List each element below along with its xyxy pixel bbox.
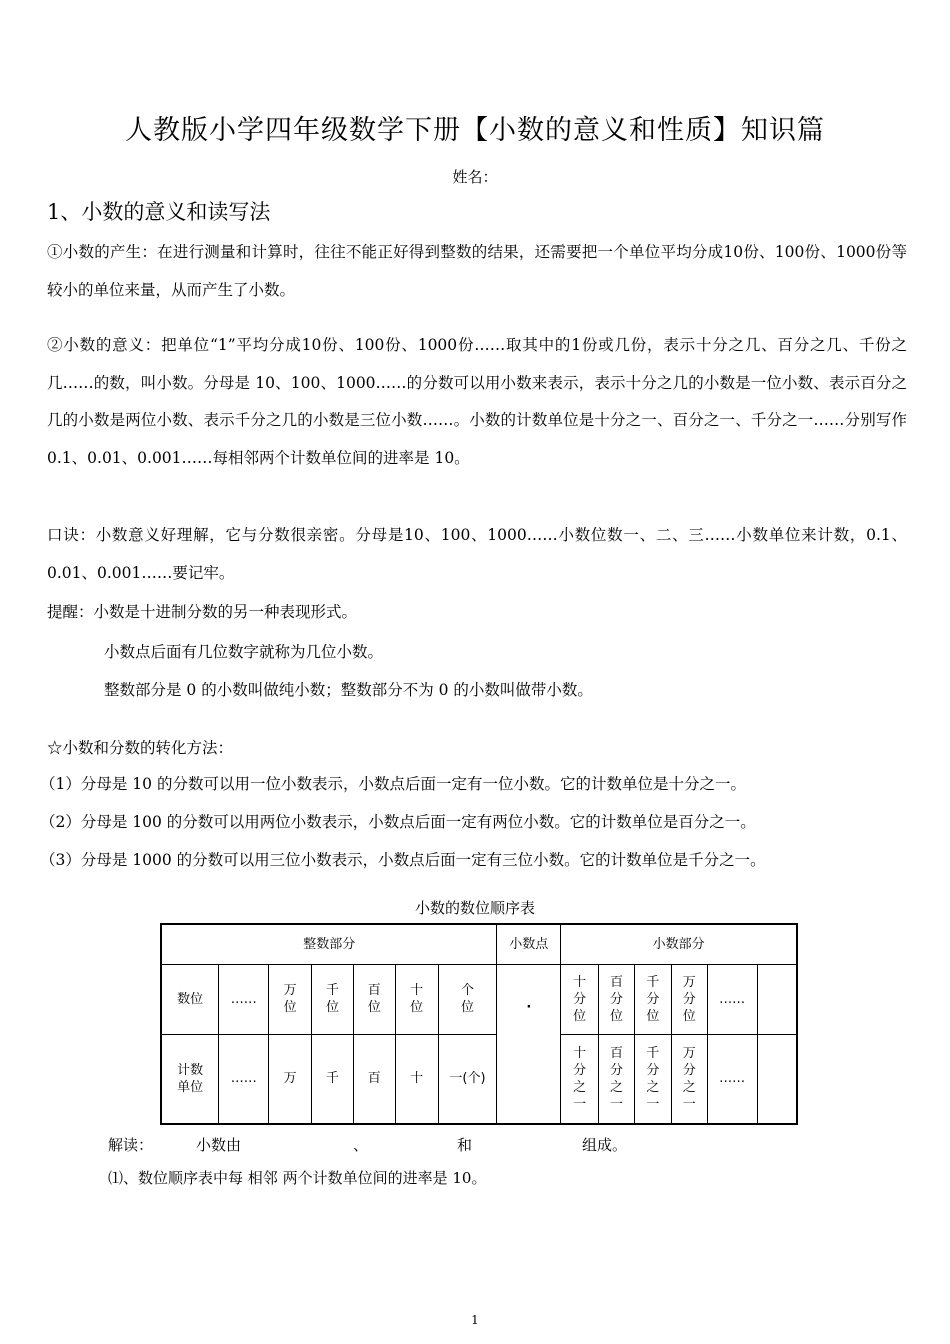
unit-qian: 千 — [312, 1034, 354, 1124]
explain-part-d: 组成。 — [582, 1136, 628, 1154]
section-heading: 1、小数的意义和读写法 — [47, 200, 271, 224]
pos-thousandths: 千 分 位 — [634, 964, 671, 1034]
header-integer-part: 整数部分 — [161, 924, 497, 964]
note-line-1: ⑴、数位顺序表中每 相邻 两个计数单位间的进率是 10。 — [108, 1169, 487, 1187]
place-value-table — [160, 923, 798, 1125]
convert-rule-1: （1）分母是 10 的分数可以用一位小数表示，小数点后面一定有一位小数。它的计数单位是十分之一。 — [40, 775, 746, 793]
explain-part-b: 、 — [353, 1136, 369, 1154]
empty-cell — [757, 1034, 797, 1124]
paragraph-origin: ①小数的产生：在进行测量和计算时，往往不能正好得到整数的结果，还需要把一个单位平均分成10份、100份、1000份等较小的单位来量，从而产生了小数。 — [47, 243, 907, 299]
explain-label: 解读： — [108, 1136, 154, 1154]
page-number: 1 — [471, 1313, 479, 1327]
empty-cell — [757, 964, 797, 1034]
pos-shi: 十 位 — [395, 964, 438, 1034]
unit-hundredths: 百 分 之 一 — [599, 1034, 635, 1124]
unit-ge: 一(个) — [438, 1034, 497, 1124]
unit-thousandths: 千 分 之 一 — [634, 1034, 671, 1124]
pos-ten-thousandths: 万 分 位 — [671, 964, 707, 1034]
ellipsis-cell: …… — [219, 1034, 269, 1124]
unit-shi: 十 — [395, 1034, 438, 1124]
paragraph-meaning: ②小数的意义：把单位“1”平均分成10份、100份、1000份……取其中的1份或几份，表示十分之几、百分之几、千份之几……的数，叫小数。分母是 10、100、1000……的分数可以用小数来表示，表示十分之几的小数是一位小数、表示百分之几的小数是两位小数、表示千分之几的小数是三位小数……。小数的计数单位是十分之一、百分之一、千分之一……分别写作 0.1、0.01、0.001……每相邻两个计数单位间的进率是 10。 — [47, 336, 907, 467]
convert-title: ☆小数和分数的转化方法： — [47, 739, 234, 757]
convert-rule-3: （3）分母是 1000 的分数可以用三位小数表示，小数点后面一定有三位小数。它的计数单位是千分之一。 — [40, 851, 766, 869]
ellipsis-cell: …… — [707, 1034, 757, 1124]
unit-ten-thousandths: 万 分 之 一 — [671, 1034, 707, 1124]
unit-wan: 万 — [269, 1034, 312, 1124]
decimal-point-cell — [497, 964, 561, 1124]
reminder-line-2: 小数点后面有几位数字就称为几位小数。 — [104, 643, 384, 661]
name-label: 姓名： — [452, 168, 498, 186]
convert-rule-2: （2）分母是 100 的分数可以用两位小数表示，小数点后面一定有两位小数。它的计数单位是百分之一。 — [40, 813, 756, 831]
pos-wan: 万 位 — [269, 964, 312, 1034]
pos-ge: 个 位 — [438, 964, 497, 1034]
row-label-position: 数位 — [161, 964, 219, 1034]
header-decimal-point: 小数点 — [497, 924, 561, 964]
header-decimal-part: 小数部分 — [561, 924, 797, 964]
pos-qian: 千 位 — [312, 964, 354, 1034]
reminder-line-1: 提醒：小数是十进制分数的另一种表现形式。 — [47, 603, 358, 621]
explain-part-c: 和 — [457, 1136, 473, 1154]
unit-bai: 百 — [353, 1034, 395, 1124]
paragraph-mnemonic: 口诀：小数意义好理解，它与分数很亲密。分母是10、100、1000……小数位数一、二、三……小数单位来计数，0.1、0.01、0.001……要记牢。 — [47, 526, 907, 582]
pos-bai: 百 位 — [353, 964, 395, 1034]
pos-tenths: 十 分 位 — [561, 964, 599, 1034]
row-label-unit: 计数 单位 — [161, 1034, 219, 1124]
unit-tenths: 十 分 之 一 — [561, 1034, 599, 1124]
decimal-point-symbol: · — [526, 1000, 532, 1016]
page-title: 人教版小学四年级数学下册【小数的意义和性质】知识篇 — [125, 115, 825, 146]
ellipsis-cell: …… — [707, 964, 757, 1034]
reminder-line-3: 整数部分是 0 的小数叫做纯小数；整数部分不为 0 的小数叫做带小数。 — [104, 681, 593, 699]
explain-part-a: 小数由 — [196, 1136, 242, 1154]
pos-hundredths: 百 分 位 — [599, 964, 635, 1034]
table-caption: 小数的数位顺序表 — [414, 899, 535, 917]
ellipsis-cell: …… — [219, 964, 269, 1034]
